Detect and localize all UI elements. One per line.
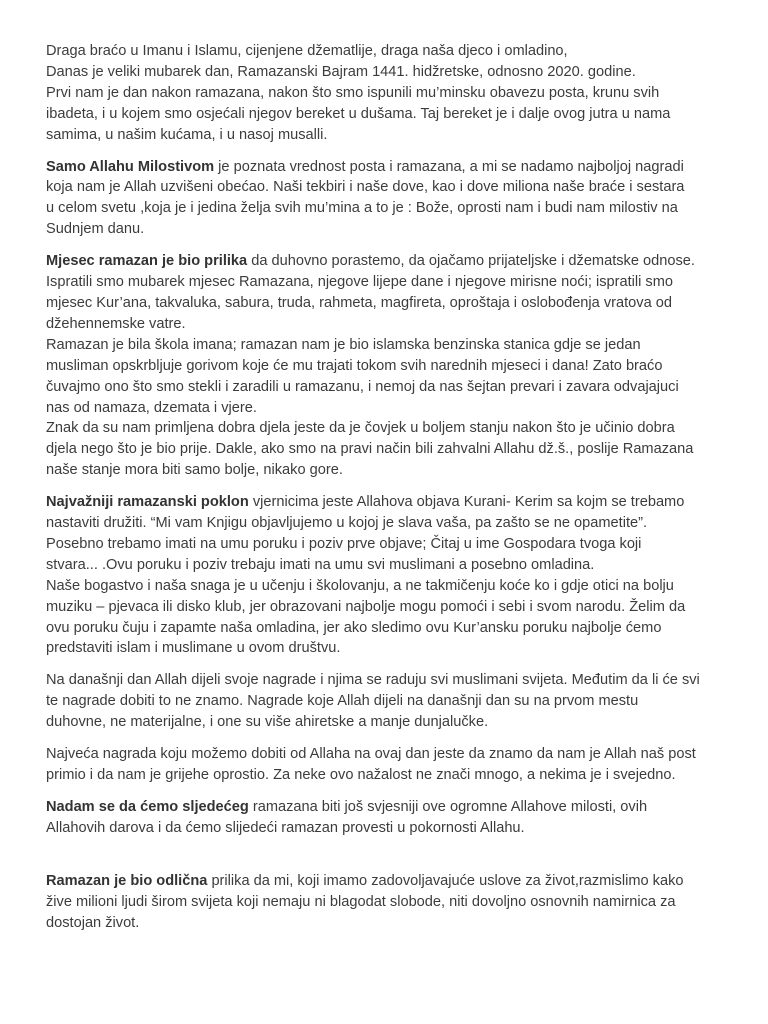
text-line: Draga braćo u Imanu i Islamu, cijenjene džematlije, draga naša djeco i omladino, <box>46 43 568 59</box>
bold-lead-text: Ramazan je bio odlična <box>46 872 208 889</box>
text-line: nas od namaza, dzemata i vjere. <box>46 399 257 416</box>
text-line: samima, u našim kućama, i u nasoj musalli. <box>46 126 328 143</box>
text-line: te nagrade dobiti to ne znamo. Nagrade koje Allah dijeli na današnji dan su na prvom mestu <box>46 693 639 710</box>
bold-lead-text: Najvažniji ramazanski poklon <box>46 494 249 511</box>
bold-lead-text: Nadam se da ćemo sljedećeg <box>46 798 249 815</box>
text-line <box>46 871 726 892</box>
text-line: djela nego što je bio prije. Dakle, ako smo na pravi način bili zahvalni Allahu dž.š., poslije Ramazana <box>46 441 694 458</box>
paragraph-najveca-nagrada <box>46 744 726 786</box>
line-rest-text: ramazana biti još svjesniji ove ogromne Allahove milosti, ovih <box>248 798 648 815</box>
text-line: mjesec Kur’ana, takvaluka, sabura, truda, rahmeta, magfireta, oproštaja i oslobođenja vratova od <box>46 294 672 311</box>
text-line: Ramazan je bila škola imana; ramazan nam je bio islamska benzinska stanica gdje se jedan <box>46 336 641 353</box>
text-line: Najveća nagrada koju možemo dobiti od Allaha na ovaj dan jeste da znamo da nam je Allah naš post <box>46 746 696 763</box>
text-line: koja nam je Allah uzvišeni obećao. Naši tekbiri i naše dove, kao i dove miliona naše braće i sestara <box>46 179 685 196</box>
text-line: ibadeta, i u kojem smo osjećali njegov bereket u dušama. Taj bereket je i dalje ovog jutra u nama <box>46 105 671 122</box>
paragraph-nadam-se <box>46 797 726 839</box>
text-line: Prvi nam je dan nakon ramazana, nakon što smo ispunili mu’minsku obavezu posta, krunu svih <box>46 84 660 101</box>
text-line: predstaviti islam i muslimane u ovom društvu. <box>46 640 341 657</box>
text-line: dostojan život. <box>46 914 140 931</box>
paragraph-samo-allahu <box>46 157 726 241</box>
text-line: džehennemske vatre. <box>46 315 186 332</box>
text-line <box>46 797 726 818</box>
paragraph-nagrade <box>46 670 726 733</box>
line-rest-text: prilika da mi, koji imamo zadovoljavajuće uslove za život,razmislimo kako <box>207 872 684 889</box>
text-line: Danas je veliki mubarek dan, Ramazanski Bajram 1441. hidžretske, odnosno 2020. godine. <box>46 63 636 80</box>
text-line: Znak da su nam primljena dobra djela jeste da je čovjek u boljem stanju nakon što je učinio dobra <box>46 420 675 437</box>
text-line: duhovne, ne materijalne, i one su više ahiretske a manje dunjalučke. <box>46 714 489 731</box>
text-line: Posebno trebamo imati na umu poruku i poziv prve objave; Čitaj u ime Gospodara tvoga koji <box>46 535 642 552</box>
text-line: primio i da nam je grijehe oprostio. Za neke ovo nažalost ne znači mnogo, a nekima je i svejedno. <box>46 767 676 783</box>
bold-lead-text: Samo Allahu Milostivom <box>46 158 215 175</box>
text-line: Ispratili smo mubarek mjesec Ramazana, njegove lijepe dane i njegove mirisne noći; ispratili smo <box>46 274 674 291</box>
paragraph-mjesec-ramazan <box>46 251 726 481</box>
line-rest-text: vjernicima jeste Allahova objava Kurani- Kerim sa kojm se trebamo <box>248 494 685 511</box>
text-line: u celom svetu ,koja je i jedina želja svih mu’mina a to je : Bože, oprosti nam i budi nam milostiv na <box>46 200 678 217</box>
bold-lead-text: Mjesec ramazan je bio prilika <box>46 253 248 270</box>
text-line: ovu poruku čuju i zapamte naša omladina, jer ako sledimo ovu Kur’ansku poruku najbolje ćemo <box>46 619 662 636</box>
line-rest-text: da duhovno porastemo, da ojačamo prijateljske i džematske odnose. <box>247 253 695 270</box>
text-line <box>46 492 726 513</box>
line-rest-text: je poznata vrednost posta i ramazana, a mi se nadamo najboljoj nagradi <box>214 158 684 175</box>
text-line: nastaviti družiti. “Mi vam Knjigu objavljujemo u kojoj je slava vaša, pa zašto se ne opametite”. <box>46 515 648 532</box>
paragraph-najvazniji-poklon <box>46 492 726 659</box>
text-line: čuvajmo ono što smo stekli i zaradili u ramazanu, i nemoj da nas šejtan prevari i zavara odvajajuci <box>46 378 679 395</box>
text-line: Naše bogastvo i naša snaga je u učenju i školovanju, a ne takmičenju koće ko i gdje otici na bolju <box>46 577 674 594</box>
text-line <box>46 157 726 178</box>
text-line: musliman opskrbljuje gorivom koje će mu trajati tokom svih narednih mjeseci i dana! Zato braćo <box>46 357 663 374</box>
text-line: naše stanje mora biti samo bolje, nikako gore. <box>46 462 343 479</box>
text-line: Na današnji dan Allah dijeli svoje nagrade i njima se raduju svi muslimani svijeta. Međutim da li će svi <box>46 672 700 689</box>
document-body <box>46 41 726 944</box>
paragraph-odlicna-prilika <box>46 871 726 934</box>
text-line: muziku – pjevaca ili disko klub, jer obrazovani najbolje mogu pomoći i sebi i svom narodu. Želim da <box>46 598 686 615</box>
paragraph-greeting <box>46 41 726 146</box>
text-line: Allahovih darova i da ćemo slijedeći ramazan provesti u pokornosti Allahu. <box>46 819 525 836</box>
text-line: žive milioni ljudi širom svijeta koji nemaju ni blagodat slobode, niti dovoljno osnovnih namirnica za <box>46 893 676 910</box>
text-line <box>46 251 726 272</box>
text-line: Sudnjem danu. <box>46 221 145 238</box>
text-line: stvara... .Ovu poruku i poziv trebaju imati na umu svi muslimani a posebno omladina. <box>46 556 595 573</box>
